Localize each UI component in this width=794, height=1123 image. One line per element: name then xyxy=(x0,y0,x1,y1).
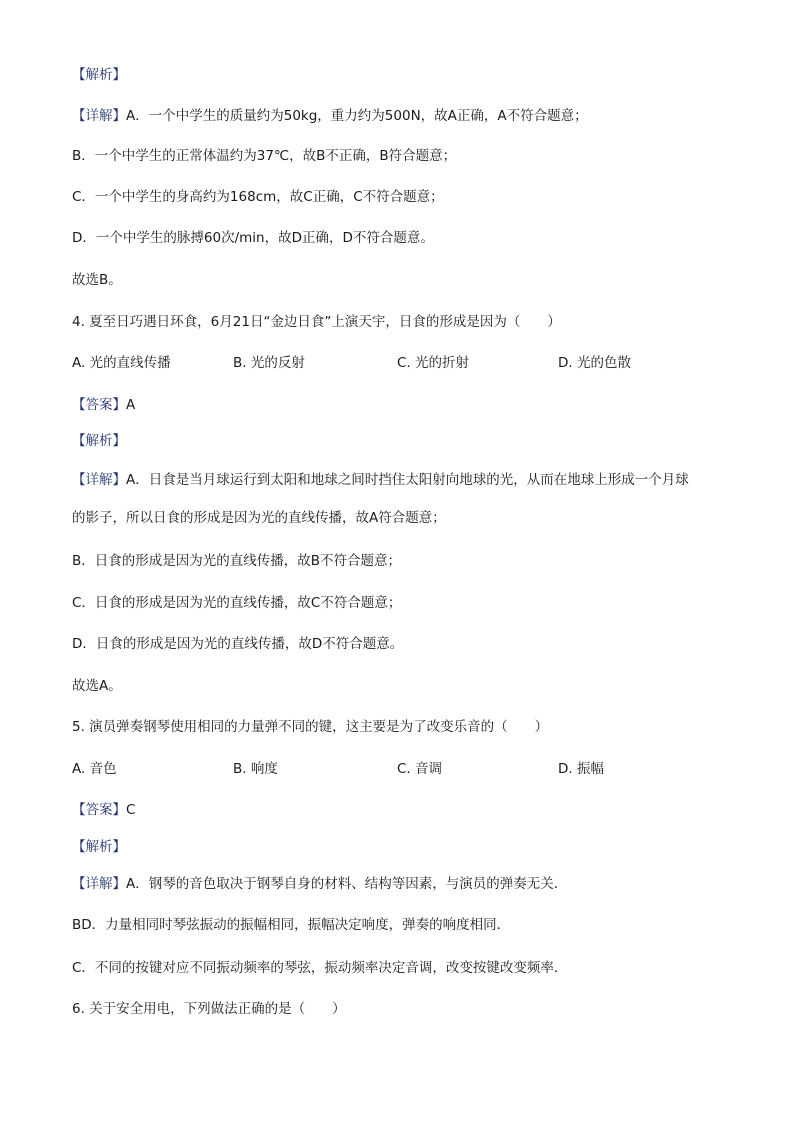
analysis-tag: 【解析】 xyxy=(72,67,126,83)
q5-detail-a xyxy=(72,874,754,894)
q5-answer xyxy=(72,800,754,820)
q4-option-a: A. 光的直线传播 xyxy=(72,355,171,371)
detail-tag: 【详解】 xyxy=(72,472,126,488)
q6-question: 6. 关于安全用电，下列做法正确的是（ ） xyxy=(72,1001,346,1017)
q5-detail-a-text: A．钢琴的音色取决于钢琴自身的材料、结构等因素，与演员的弹奏无关． xyxy=(126,876,568,892)
q5-analysis-heading xyxy=(72,837,754,857)
q4-detail-a-text: A．日食是当月球运行到太阳和地球之间时挡住太阳射向地球的光，从而在地球上形成一个月球 xyxy=(126,472,689,488)
q3-analysis-heading xyxy=(72,65,754,85)
q4-answer-value: A xyxy=(126,397,136,413)
q4-option-d: D. 光的色散 xyxy=(558,355,631,371)
detail-tag: 【详解】 xyxy=(72,108,126,124)
answer-tag: 【答案】 xyxy=(72,802,126,818)
q4-answer xyxy=(72,395,754,415)
answer-tag: 【答案】 xyxy=(72,397,126,413)
q5-detail-bd: BD．力量相同时琴弦振动的振幅相同，振幅决定响度，弹奏的响度相同． xyxy=(72,917,511,933)
q5-option-b: B. 响度 xyxy=(233,761,278,777)
detail-tag: 【详解】 xyxy=(72,876,126,892)
q5-question: 5. 演员弹奏钢琴使用相同的力量弹不同的键，这主要是为了改变乐音的（ ） xyxy=(72,719,549,735)
q4-detail-b: B．日食的形成是因为光的直线传播，故B不符合题意； xyxy=(72,553,402,569)
q3-detail-b: B．一个中学生的正常体温约为37℃，故B不正确，B符合题意； xyxy=(72,148,457,164)
q4-conclusion: 故选A。 xyxy=(72,678,122,694)
q4-analysis-heading xyxy=(72,431,754,451)
q5-option-a: A. 音色 xyxy=(72,761,117,777)
analysis-tag: 【解析】 xyxy=(72,839,126,855)
q4-detail-a-line1 xyxy=(72,470,754,490)
q4-question: 4. 夏至日巧遇日环食，6月21日“金边日食”上演天宇，日食的形成是因为（ ） xyxy=(72,314,561,330)
q5-option-d: D. 振幅 xyxy=(558,761,604,777)
q3-detail-c: C．一个中学生的身高约为168cm，故C正确，C不符合题意； xyxy=(72,189,444,205)
q4-option-c: C. 光的折射 xyxy=(397,355,470,371)
q4-option-b: B. 光的反射 xyxy=(233,355,305,371)
analysis-tag: 【解析】 xyxy=(72,433,126,449)
q3-detail-a-text: A．一个中学生的质量约为50kg，重力约为500N，故A正确，A不符合题意； xyxy=(126,108,588,124)
q5-answer-value: C xyxy=(126,802,136,818)
q5-option-c: C. 音调 xyxy=(397,761,443,777)
q4-detail-a-line2: 的影子，所以日食的形成是因为光的直线传播，故A符合题意； xyxy=(72,510,446,526)
q3-detail-d: D．一个中学生的脉搏60次/min，故D正确，D不符合题意。 xyxy=(72,230,434,246)
q3-detail-a xyxy=(72,106,754,126)
q3-conclusion: 故选B。 xyxy=(72,272,122,288)
q5-detail-c: C．不同的按键对应不同振动频率的琴弦，振动频率决定音调，改变按键改变频率． xyxy=(72,960,568,976)
q4-detail-c: C．日食的形成是因为光的直线传播，故C不符合题意； xyxy=(72,595,402,611)
q4-detail-d: D．日食的形成是因为光的直线传播，故D不符合题意。 xyxy=(72,636,404,652)
